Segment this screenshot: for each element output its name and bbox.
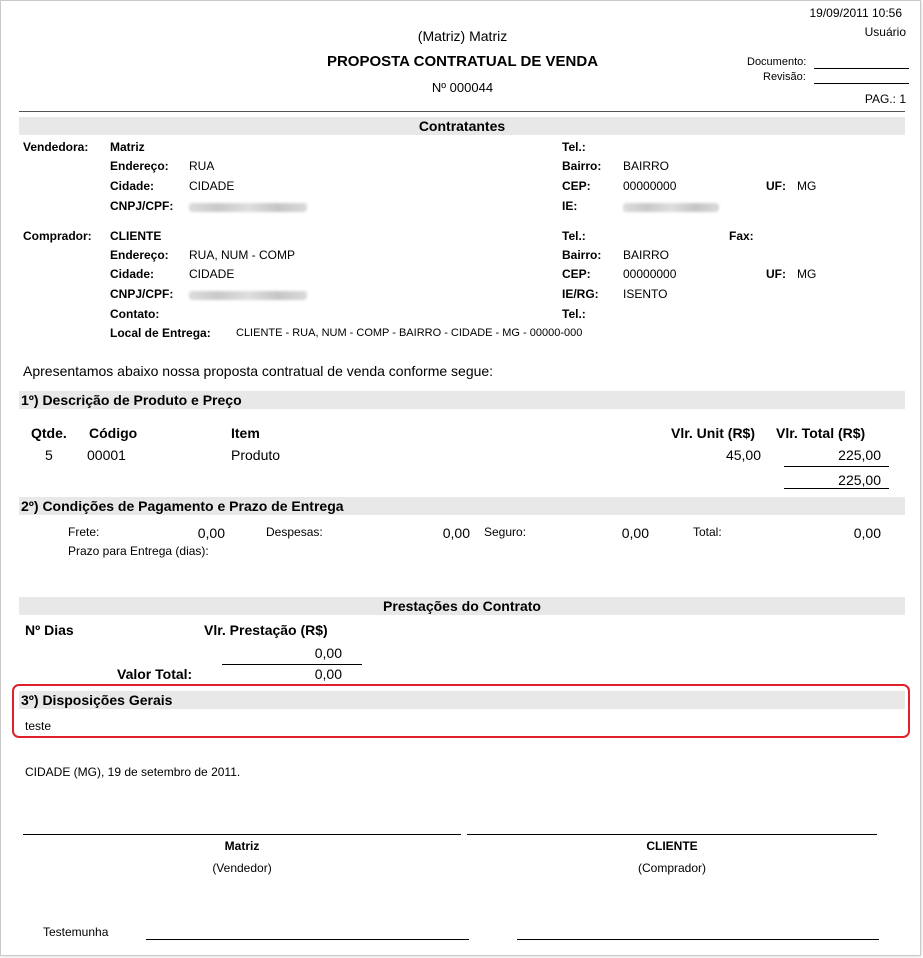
row-vlr-total: 225,00 bbox=[838, 447, 881, 463]
col-dias: Nº Dias bbox=[25, 622, 74, 638]
total-rule-bottom bbox=[784, 488, 889, 489]
total-rule-top bbox=[784, 466, 889, 467]
disposicoes-text: teste bbox=[25, 719, 52, 733]
comprador-label: Comprador: bbox=[23, 229, 92, 243]
vendedora-cnpj-redacted bbox=[189, 203, 307, 212]
vendedora-ie-redacted bbox=[623, 203, 719, 212]
vendedora-ie-label: IE: bbox=[562, 199, 578, 213]
row-codigo: 00001 bbox=[87, 447, 126, 463]
comprador-bairro: BAIRRO bbox=[623, 248, 670, 262]
col-codigo: Código bbox=[89, 425, 138, 441]
comprador-ierg-label: IE/RG: bbox=[562, 287, 599, 301]
vendedora-uf-label: UF: bbox=[766, 179, 786, 193]
vendedora-bairro: BAIRRO bbox=[623, 159, 670, 173]
comprador-endereco-label: Endereço: bbox=[110, 248, 169, 262]
comprador-signature-line bbox=[467, 834, 877, 835]
valor-total-label: Valor Total: bbox=[117, 666, 193, 682]
row-item: Produto bbox=[231, 447, 281, 463]
vendedora-cnpj-label: CNPJ/CPF: bbox=[110, 199, 174, 213]
row-qtde: 5 bbox=[45, 447, 53, 463]
comprador-cep: 00000000 bbox=[623, 267, 677, 281]
produtos-total: 225,00 bbox=[838, 472, 881, 488]
intro-text: Apresentamos abaixo nossa proposta contratual de venda conforme segue: bbox=[23, 363, 494, 379]
print-datetime: 19/09/2011 10:56 bbox=[809, 6, 902, 20]
revisao-line bbox=[814, 83, 909, 84]
documento-line bbox=[814, 68, 909, 69]
total-value: 0,00 bbox=[853, 525, 881, 541]
contratantes-band: Contratantes bbox=[19, 117, 905, 135]
prestacoes-band: Prestações do Contrato bbox=[19, 597, 905, 615]
place-date: CIDADE (MG), 19 de setembro de 2011. bbox=[25, 765, 241, 779]
header-divider bbox=[19, 111, 905, 112]
page-number: PAG.: 1 bbox=[864, 92, 906, 106]
company-name: (Matriz) Matriz bbox=[417, 28, 508, 44]
comprador-bairro-label: Bairro: bbox=[562, 248, 602, 262]
frete-value: 0,00 bbox=[197, 525, 225, 541]
comprador-local: CLIENTE - RUA, NUM - COMP - BAIRRO - CIDADE - MG - 00000-000 bbox=[236, 327, 583, 339]
vendedora-cep: 00000000 bbox=[623, 179, 677, 193]
produtos-band: 1º) Descrição de Produto e Preço bbox=[19, 391, 905, 409]
prazo-label: Prazo para Entrega (dias): bbox=[68, 544, 209, 558]
comprador-endereco: RUA, NUM - COMP bbox=[189, 248, 295, 262]
pagamento-band: 2º) Condições de Pagamento e Prazo de Entrega bbox=[19, 497, 905, 515]
testemunha-label: Testemunha bbox=[43, 925, 109, 939]
vendedora-name: Matriz bbox=[110, 140, 145, 154]
document-title: PROPOSTA CONTRATUAL DE VENDA bbox=[326, 53, 599, 70]
disposicoes-highlight bbox=[12, 684, 910, 738]
vendedora-cep-label: CEP: bbox=[562, 179, 591, 193]
comprador-tel2-label: Tel.: bbox=[562, 307, 586, 321]
comprador-local-label: Local de Entrega: bbox=[110, 326, 211, 340]
col-qtde: Qtde. bbox=[31, 425, 67, 441]
comprador-uf: MG bbox=[797, 267, 817, 281]
vendedora-uf: MG bbox=[797, 179, 817, 193]
col-vlr-total: Vlr. Total (R$) bbox=[776, 425, 866, 441]
comprador-cidade-label: Cidade: bbox=[110, 267, 155, 281]
valor-total-value: 0,00 bbox=[314, 666, 342, 682]
print-user: Usuário bbox=[864, 25, 906, 39]
comprador-cnpj-label: CNPJ/CPF: bbox=[110, 287, 174, 301]
seguro-label: Seguro: bbox=[484, 525, 527, 539]
vendedora-cidade: CIDADE bbox=[189, 179, 235, 193]
seguro-value: 0,00 bbox=[621, 525, 649, 541]
frete-label: Frete: bbox=[68, 525, 100, 539]
vendedora-tel-label: Tel.: bbox=[562, 140, 586, 154]
total-label: Total: bbox=[693, 525, 722, 539]
testemunha-line-1 bbox=[146, 939, 469, 940]
vendedor-name: Matriz bbox=[224, 839, 260, 853]
testemunha-line-2 bbox=[517, 939, 879, 940]
comprador-name-signature: CLIENTE bbox=[646, 839, 698, 853]
disposicoes-band: 3º) Disposições Gerais bbox=[19, 691, 905, 709]
comprador-cidade: CIDADE bbox=[189, 267, 235, 281]
comprador-ierg: ISENTO bbox=[623, 287, 668, 301]
col-vlr-prestacao: Vlr. Prestação (R$) bbox=[204, 622, 328, 638]
prestacao-value: 0,00 bbox=[314, 645, 342, 661]
row-vlr-unit: 45,00 bbox=[725, 447, 761, 463]
comprador-fax-label: Fax: bbox=[729, 229, 754, 243]
vendedora-cidade-label: Cidade: bbox=[110, 179, 155, 193]
comprador-contato-label: Contato: bbox=[110, 307, 160, 321]
revisao-label: Revisão: bbox=[763, 71, 806, 83]
vendedora-endereco-label: Endereço: bbox=[110, 159, 169, 173]
valor-total-rule bbox=[222, 664, 362, 665]
despesas-label: Despesas: bbox=[266, 525, 323, 539]
vendedora-label: Vendedora: bbox=[23, 140, 89, 154]
vendedora-bairro-label: Bairro: bbox=[562, 159, 602, 173]
documento-label: Documento: bbox=[747, 56, 807, 68]
comprador-cnpj-redacted bbox=[189, 291, 307, 300]
despesas-value: 0,00 bbox=[442, 525, 470, 541]
vendedora-endereco: RUA bbox=[189, 159, 215, 173]
vendedor-role: (Vendedor) bbox=[212, 861, 272, 875]
col-item: Item bbox=[231, 425, 260, 441]
comprador-tel-label: Tel.: bbox=[562, 229, 586, 243]
comprador-uf-label: UF: bbox=[766, 267, 786, 281]
proposal-number: Nº 000044 bbox=[431, 80, 494, 95]
comprador-role: (Comprador) bbox=[637, 861, 706, 875]
comprador-name: CLIENTE bbox=[110, 229, 162, 243]
comprador-cep-label: CEP: bbox=[562, 267, 591, 281]
col-vlr-unit: Vlr. Unit (R$) bbox=[671, 425, 756, 441]
vendedor-signature-line bbox=[23, 834, 461, 835]
